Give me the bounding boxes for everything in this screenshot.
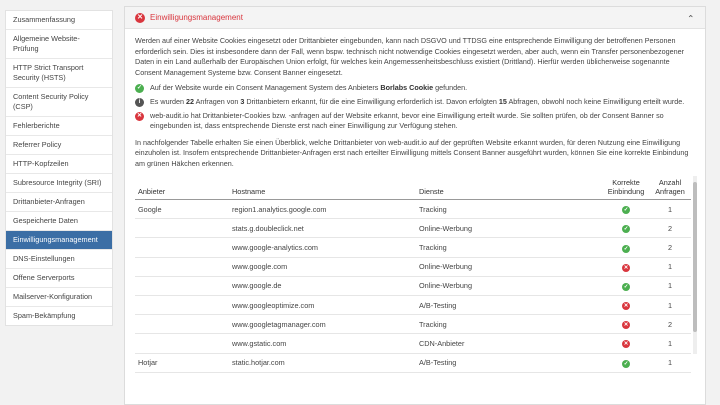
- cell-hostname: region1.analytics.google.com: [229, 200, 416, 219]
- cell-provider: [135, 276, 229, 295]
- sidebar-item-allgemeine-website-prüfung[interactable]: Allgemeine Website-Prüfung: [6, 30, 112, 59]
- table-row: [135, 219, 691, 238]
- table-row: [135, 276, 691, 295]
- cell-count: 1: [649, 353, 691, 372]
- col-header-service: Dienste: [416, 176, 603, 200]
- chevron-up-icon[interactable]: ⌄: [687, 13, 695, 23]
- cell-count: 2: [649, 219, 691, 238]
- cell-provider: [135, 238, 229, 257]
- sidebar-nav: [5, 10, 113, 326]
- cell-count: 2: [649, 238, 691, 257]
- table-row: [135, 353, 691, 372]
- finding-cms-suffix: gefunden.: [435, 83, 468, 93]
- finding-requests-text-1: Es wurden: [150, 96, 184, 106]
- finding-warning-text: web-audit.io hat Drittanbieter-Cookies bzw. -anfragen auf der Website erkannt, bevor eine Einwilligung erteilt wurde. Sie sollten prüfen, ob der Consent Banner so eingebunden ist, dass entsprechende Dienste erst nach einer Einwilligung zur Verfügung stehen.: [150, 110, 664, 131]
- sidebar-item-content-security-policy-csp[interactable]: Content Security Policy (CSP): [6, 88, 112, 117]
- cell-count: 1: [649, 295, 691, 314]
- finding-warning: [135, 111, 695, 132]
- cell-service: Online-Werbung: [416, 276, 603, 295]
- consent-panel: [124, 6, 706, 405]
- finding-requests-count: 22: [185, 96, 194, 106]
- finding-requests-text-2: Anfragen von: [195, 96, 239, 106]
- panel-content: [125, 29, 705, 373]
- table-row: [135, 295, 691, 314]
- finding-cms: [135, 83, 695, 94]
- cell-service: Online-Werbung: [416, 257, 603, 276]
- finding-requests-text-3: Drittanbietern erkannt, für die eine Einwilligung erforderlich ist. Davon erfolgten: [246, 96, 497, 106]
- sidebar-item-mailserver-konfiguration[interactable]: Mailserver-Konfiguration: [6, 288, 112, 307]
- table-row: [135, 238, 691, 257]
- sidebar-item-einwilligungsmanagement[interactable]: Einwilligungsmanagement: [6, 231, 112, 250]
- cell-correct: [603, 315, 649, 334]
- finding-cms-vendor: Borlabs Cookie: [380, 83, 434, 93]
- cell-hostname: static.hotjar.com: [229, 353, 416, 372]
- scrollbar-thumb[interactable]: [693, 182, 697, 332]
- cell-count: 1: [649, 200, 691, 219]
- cell-correct: [603, 353, 649, 372]
- col-header-count: Anzahl Anfragen: [649, 176, 691, 200]
- cell-service: Tracking: [416, 200, 603, 219]
- cell-service: Online-Werbung: [416, 219, 603, 238]
- error-icon: ✕: [136, 112, 143, 119]
- table-row: [135, 315, 691, 334]
- table-header-row: [135, 176, 691, 200]
- cell-provider: Google: [135, 200, 229, 219]
- cell-count: 1: [649, 334, 691, 353]
- check-icon: ✓: [623, 283, 629, 290]
- panel-header[interactable]: [125, 7, 705, 29]
- sidebar-item-zusammenfassung[interactable]: Zusammenfassung: [6, 11, 112, 30]
- cell-correct: [603, 334, 649, 353]
- finding-requests: [135, 97, 695, 108]
- sidebar-item-http-strict-transport-security-hsts[interactable]: HTTP Strict Transport Security (HSTS): [6, 59, 112, 88]
- check-icon: ✓: [623, 226, 629, 233]
- cell-hostname: www.googleoptimize.com: [229, 295, 416, 314]
- sidebar-item-drittanbieter-anfragen[interactable]: Drittanbieter-Anfragen: [6, 193, 112, 212]
- cell-service: A/B-Testing: [416, 353, 603, 372]
- cell-hostname: www.google.com: [229, 257, 416, 276]
- panel-title: Einwilligungsmanagement: [150, 13, 243, 22]
- cell-hostname: www.googletagmanager.com: [229, 315, 416, 334]
- col-header-hostname: Hostname: [229, 176, 416, 200]
- cell-correct: [603, 219, 649, 238]
- cell-provider: [135, 219, 229, 238]
- sidebar-item-subresource-integrity-sri[interactable]: Subresource Integrity (SRI): [6, 174, 112, 193]
- third-party-table: [135, 176, 691, 373]
- cell-provider: [135, 257, 229, 276]
- cell-service: Tracking: [416, 238, 603, 257]
- sidebar-item-offene-serverports[interactable]: Offene Serverports: [6, 269, 112, 288]
- check-icon: ✓: [623, 360, 629, 367]
- finding-requests-text-4: Abfragen, obwohl noch keine Einwilligung erteilt wurde.: [508, 96, 685, 106]
- finding-preconsent-count: 15: [498, 96, 507, 106]
- error-icon: ✕: [623, 264, 629, 271]
- cell-correct: [603, 295, 649, 314]
- sidebar-item-http-kopfzeilen[interactable]: HTTP-Kopfzeilen: [6, 155, 112, 174]
- cell-correct: [603, 200, 649, 219]
- fail-status-icon: ✕: [135, 13, 145, 23]
- sidebar-item-referrer-policy[interactable]: Referrer Policy: [6, 136, 112, 155]
- cell-count: 2: [649, 315, 691, 334]
- check-icon: ✓: [623, 245, 629, 252]
- cell-hostname: www.gstatic.com: [229, 334, 416, 353]
- cell-provider: Hotjar: [135, 353, 229, 372]
- cell-hostname: stats.g.doubleclick.net: [229, 219, 416, 238]
- table-intro-text: In nachfolgender Tabelle erhalten Sie einen Überblick, welche Drittanbieter von web-audit.io auf der geprüften Website erkannt wurden, für deren Nutzung eine Einwilligung einzuholen ist. Insofern entsprechende Drittanbieter-Anfragen erst nach erteilter Einwilligung mittels Consent Banner ausgeführt wurden, können Sie eine korrekte Einbindung am grünen Häkchen erkennen.: [135, 137, 689, 168]
- finding-providers-count: 3: [240, 96, 245, 106]
- cell-count: 1: [649, 276, 691, 295]
- cell-hostname: www.google.de: [229, 276, 416, 295]
- table-row: [135, 257, 691, 276]
- table-row: [135, 334, 691, 353]
- sidebar-item-spam-bekämpfung[interactable]: Spam-Bekämpfung: [13, 311, 76, 320]
- cell-hostname: www.google-analytics.com: [229, 238, 416, 257]
- sidebar-item-dns-einstellungen[interactable]: DNS-Einstellungen: [6, 250, 112, 269]
- third-party-table-wrap: [135, 176, 697, 373]
- info-icon: i: [135, 98, 144, 107]
- cell-provider: [135, 295, 229, 314]
- table-scrollbar[interactable]: [693, 176, 697, 354]
- col-header-correct: Korrekte Einbindung: [603, 176, 649, 200]
- finding-cms-prefix: Auf der Website wurde ein Consent Management System des Anbieters: [150, 83, 379, 93]
- cell-service: Tracking: [416, 315, 603, 334]
- cell-count: 1: [649, 257, 691, 276]
- cell-service: CDN-Anbieter: [416, 334, 603, 353]
- error-icon: ✕: [623, 303, 629, 310]
- check-icon: ✓: [136, 85, 143, 92]
- cell-correct: [603, 276, 649, 295]
- cell-provider: [135, 334, 229, 353]
- cell-provider: [135, 315, 229, 334]
- error-icon: ✕: [623, 341, 629, 348]
- sidebar-item-fehlerberichte[interactable]: Fehlerberichte: [6, 117, 112, 136]
- sidebar-item-gespeicherte-daten[interactable]: Gespeicherte Daten: [6, 212, 112, 231]
- table-row: [135, 200, 691, 219]
- col-header-provider: Anbieter: [135, 176, 229, 200]
- cell-service: A/B-Testing: [416, 295, 603, 314]
- intro-text: Werden auf einer Website Cookies eingesetzt oder Drittanbieter eingebunden, kann nach DSGVO und TTDSG eine entsprechende Einwilligung der betroffenen Personen erforderlich sein. Dies ist insbesondere dann der Fall, wenn bspw. technisch nicht notwendige Cookies eingesetzt werden, aber auch, wenn ein Transfer personenbezogener Daten in ein Land außerhalb der Europäischen Union erfolgt, für welches kein Angemessenheitsbeschluss existiert (Drittland). Hierfür werden üblicherweise sogenannte Consent Management Systeme bzw. Consent Banner eingesetzt.: [135, 36, 684, 77]
- cell-correct: [603, 257, 649, 276]
- error-icon: ✕: [623, 322, 629, 329]
- check-icon: ✓: [623, 207, 629, 214]
- cell-correct: [603, 238, 649, 257]
